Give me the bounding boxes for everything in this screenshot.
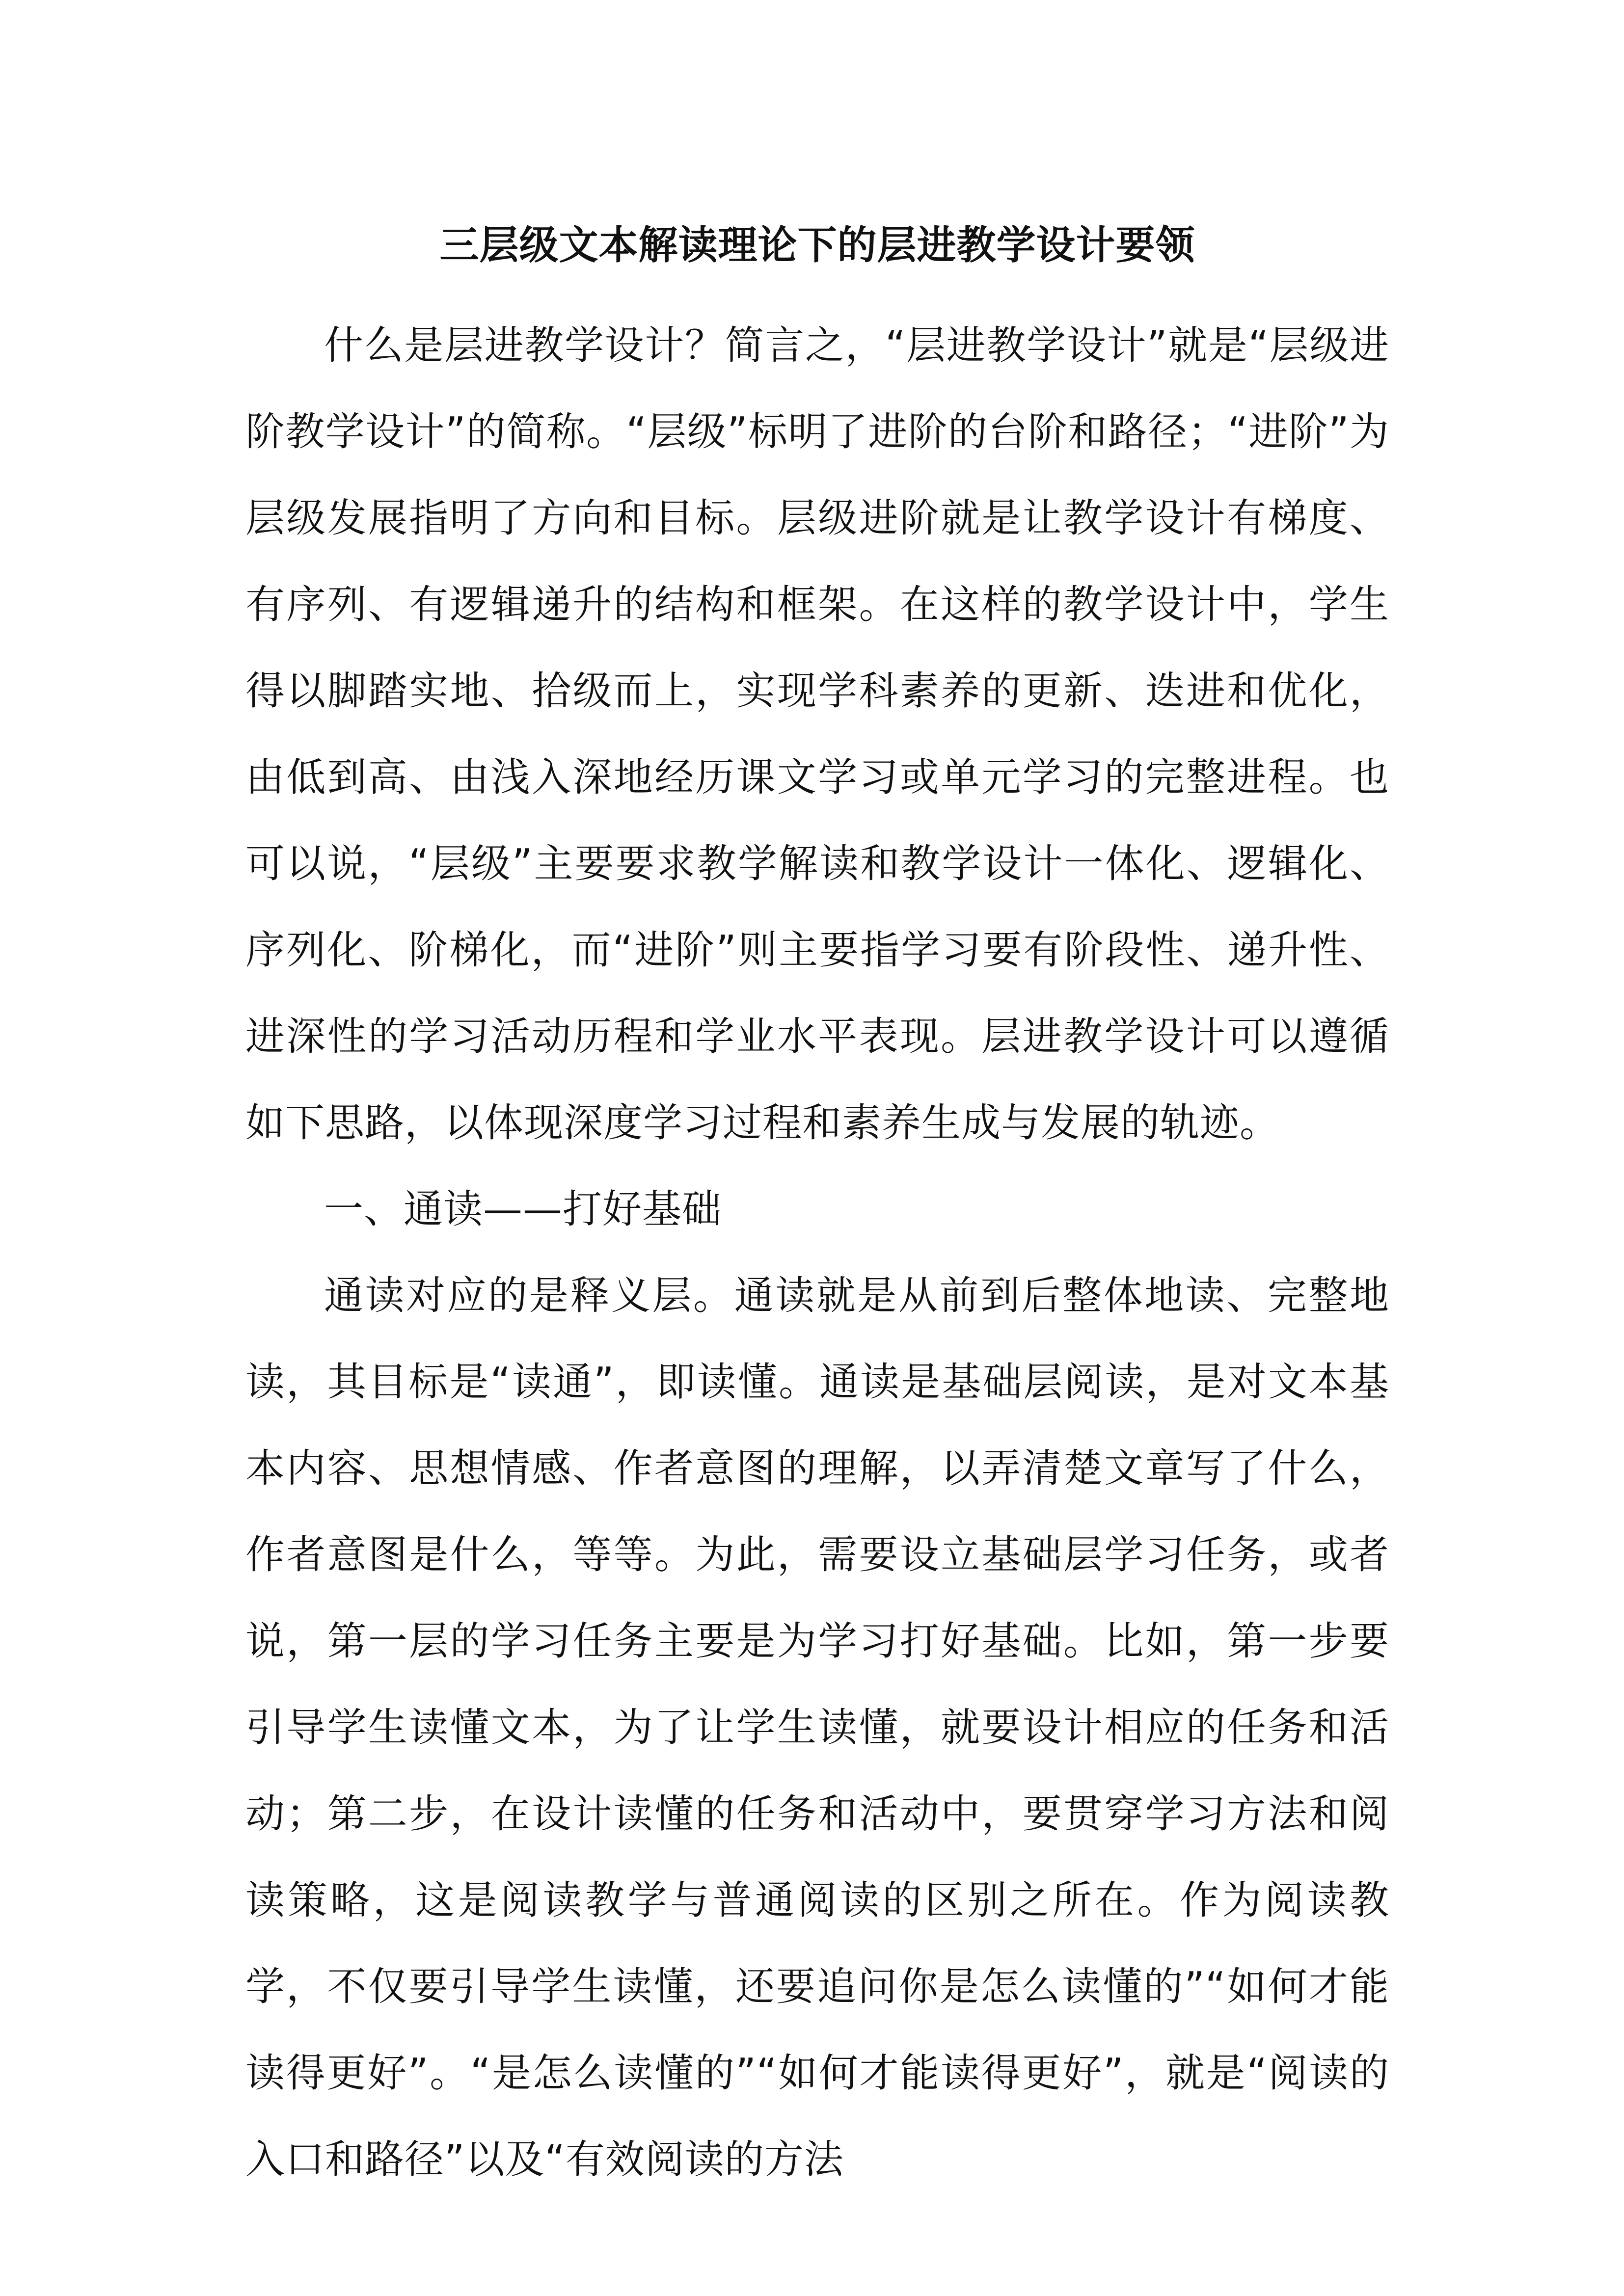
- section-1-paragraph: 通读对应的是释义层。通读就是从前到后整体地读、完整地读，其目标是“读通”，即读懂。通读是基础层阅读，是对文本基本内容、思想情感、作者意图的理解，以弄清楚文章写了什么，作者意图是什么，等等。为此，需要设立基础层学习任务，或者说，第一层的学习任务主要是为学习打好基础。比如，第一步要引导学生读懂文本，为了让学生读懂，就要设计相应的任务和活动；第二步，在设计读懂的任务和活动中，要贯穿学习方法和阅读策略，这是阅读教学与普通阅读的区别之所在。作为阅读教学，不仅要引导学生读懂，还要追问你是怎么读懂的”“如何才能读得更好”。“是怎么读懂的”“如何才能读得更好”，就是“阅读的入口和路径”以及“有效阅读的方法: [245, 1273, 1389, 2182]
- document-title: 三层级文本解读理论下的层进教学设计要领: [439, 222, 1195, 268]
- intro-paragraph: 什么是层进教学设计？简言之，“层进教学设计”就是“层级进阶教学设计”的简称。“层级”标明了进阶的台阶和路径；“进阶”为层级发展指明了方向和目标。层级进阶就是让教学设计有梯度、有序列、有逻辑递升的结构和框架。在这样的教学设计中，学生得以脚踏实地、拾级而上，实现学科素养的更新、迭进和优化，由低到高、由浅入深地经历课文学习或单元学习的完整进程。也可以说，“层级”主要要求教学解读和教学设计一体化、逻辑化、序列化、阶梯化，而“进阶”则主要指学习要有阶段性、递升性、进深性的学习活动历程和学业水平表现。层进教学设计可以遵循如下思路，以体现深度学习过程和素养生成与发展的轨迹。: [245, 322, 1389, 1146]
- section-heading-1: 一、通读——打好基础: [324, 1186, 722, 1232]
- document-page: [245, 216, 1389, 2203]
